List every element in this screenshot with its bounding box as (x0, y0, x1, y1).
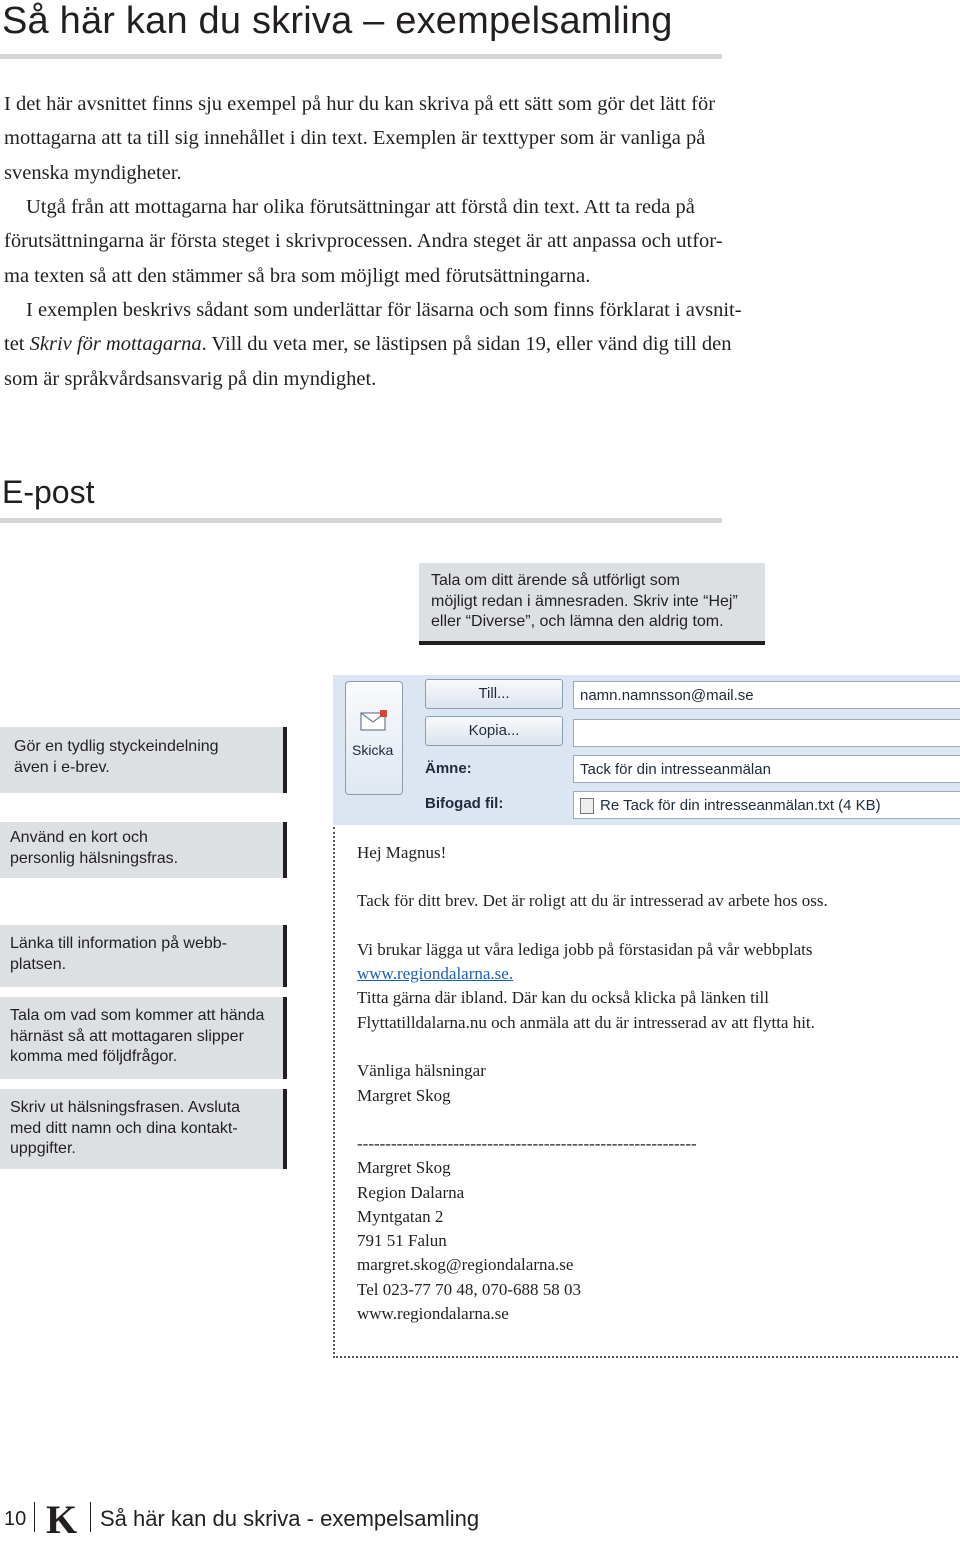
send-button[interactable] (345, 681, 403, 795)
callout-line: eller “Diverse”, och lämna den aldrig tom. (431, 613, 724, 630)
intro-line: I det här avsnittet finns sju exempel på hur du kan skriva på ett sätt som gör det lätt för (4, 93, 716, 115)
signature-email: margret.skog@regiondalarna.se (357, 1255, 574, 1274)
cc-field[interactable] (573, 719, 960, 747)
callout-line: komma med följdfrågor. (10, 1048, 178, 1065)
signature-name: Margret Skog (357, 1158, 451, 1177)
intro-text: . Vill du veta mer, se lästipsen på sidan 19, eller vänd dig till den (201, 333, 732, 356)
signature-phone: Tel 023-77 70 48, 070-688 58 03 (357, 1280, 582, 1299)
intro-line: I exemplen beskrivs sådant som underlättar för läsarna och som finns förklarat i avsnit- (26, 299, 742, 321)
callout-paragraphs (0, 727, 287, 793)
footer-divider (34, 1502, 35, 1532)
attachment-file-icon (580, 798, 594, 814)
k-logo: K (46, 1497, 78, 1542)
to-field[interactable]: namn.namnsson@mail.se (573, 681, 960, 709)
callout-line: platsen. (10, 955, 67, 973)
signature-street: Myntgatan 2 (357, 1207, 444, 1226)
callout-subject (419, 563, 765, 645)
subject-field[interactable]: Tack för din intresseanmälan (573, 755, 960, 783)
intro-paragraph-1 (4, 87, 864, 190)
intro-line: Utgå från att mottagarna har olika förutsättningar att förstå din text. Att ta reda på (26, 196, 695, 218)
intro-line: som är språkvårdsansvarig på din myndighet. (4, 367, 377, 390)
callout-line: personlig hälsningsfras. (10, 849, 179, 867)
callout-line: Tala om ditt ärende så utförligt som (431, 572, 681, 589)
attachment-label: Bifogad fil: (425, 795, 504, 812)
callout-link (0, 925, 287, 987)
email-greeting: Hej Magnus! (357, 843, 447, 862)
email-header (333, 675, 960, 825)
section-title: E-post (2, 474, 95, 510)
signature-organization: Region Dalarna (357, 1183, 465, 1202)
callout-greeting (0, 822, 287, 878)
callout-line: Länka till information på webb- (10, 935, 228, 952)
section-rule (0, 518, 722, 523)
section-reference: Skriv för mottagarna (29, 333, 202, 356)
intro-paragraph-3 (4, 293, 864, 396)
callout-line: Skriv ut hälsningsfrasen. Avsluta (10, 1099, 241, 1116)
cc-button[interactable]: Kopia... (425, 716, 563, 746)
callout-line: möjligt redan i ämnesraden. Skriv inte “Hej” (431, 592, 738, 610)
footer-divider (90, 1502, 91, 1532)
email-line: Vi brukar lägga ut våra lediga jobb på förstasidan på vår webbplats (357, 940, 813, 959)
callout-line: Använd en kort och (10, 829, 148, 846)
callout-line: härnäst så att mottagaren slipper (10, 1027, 244, 1045)
send-label: Skicka (352, 742, 394, 758)
callout-line: även i e-brev. (14, 758, 110, 776)
email-line: Tack för ditt brev. Det är roligt att du är intresserad av arbete hos oss. (357, 891, 828, 910)
email-closing-name: Margret Skog (357, 1086, 451, 1105)
callout-line: Tala om vad som kommer att hända (10, 1007, 265, 1024)
signature-website: www.regiondalarna.se (357, 1304, 509, 1323)
intro-line: ma texten så att den stämmer så bra som möjligt med förutsättningarna. (4, 264, 591, 287)
signature-separator: ------------------------------------------------------------ (357, 1134, 697, 1153)
intro-text: tet (4, 333, 30, 356)
intro-line: mottagarna att ta till sig innehållet i din text. Exemplen är texttyper som är vanliga på (4, 127, 706, 150)
intro-line: svenska myndigheter. (4, 161, 182, 184)
email-body (333, 827, 958, 1358)
callout-line: Gör en tydlig styckeindelning (14, 738, 219, 755)
attachment-name: Re Tack för din intresseanmälan.txt (4 KB) (600, 797, 881, 814)
email-closing: Vänliga hälsningar (357, 1061, 486, 1080)
intro-line (4, 327, 864, 361)
callout-line: med ditt namn och dina kontakt- (10, 1119, 238, 1137)
intro-line: förutsättningarna är första steget i skrivprocessen. Andra steget är att anpassa och utfor- (4, 230, 723, 253)
callout-signoff (0, 1089, 287, 1169)
email-link[interactable]: www.regiondalarna.se. (357, 964, 514, 983)
title-rule (0, 54, 722, 59)
page-title: Så här kan du skriva – exempelsamling (2, 0, 673, 42)
page-footer (0, 1497, 960, 1542)
attachment-field[interactable] (573, 791, 960, 819)
envelope-icon (360, 710, 388, 732)
to-button[interactable]: Till... (425, 679, 563, 709)
subject-label: Ämne: (425, 760, 472, 777)
callout-line: uppgifter. (10, 1140, 76, 1157)
signature-city: 791 51 Falun (357, 1231, 447, 1250)
callout-next-steps (0, 997, 287, 1079)
footer-title: Så här kan du skriva - exempelsamling (100, 1506, 480, 1531)
email-line: Flyttatilldalarna.nu och anmäla att du är intresserad av att flytta hit. (357, 1013, 815, 1032)
page-number: 10 (4, 1508, 27, 1530)
email-line: Titta gärna där ibland. Där kan du också klicka på länken till (357, 988, 769, 1007)
intro-paragraph-2 (4, 190, 864, 293)
